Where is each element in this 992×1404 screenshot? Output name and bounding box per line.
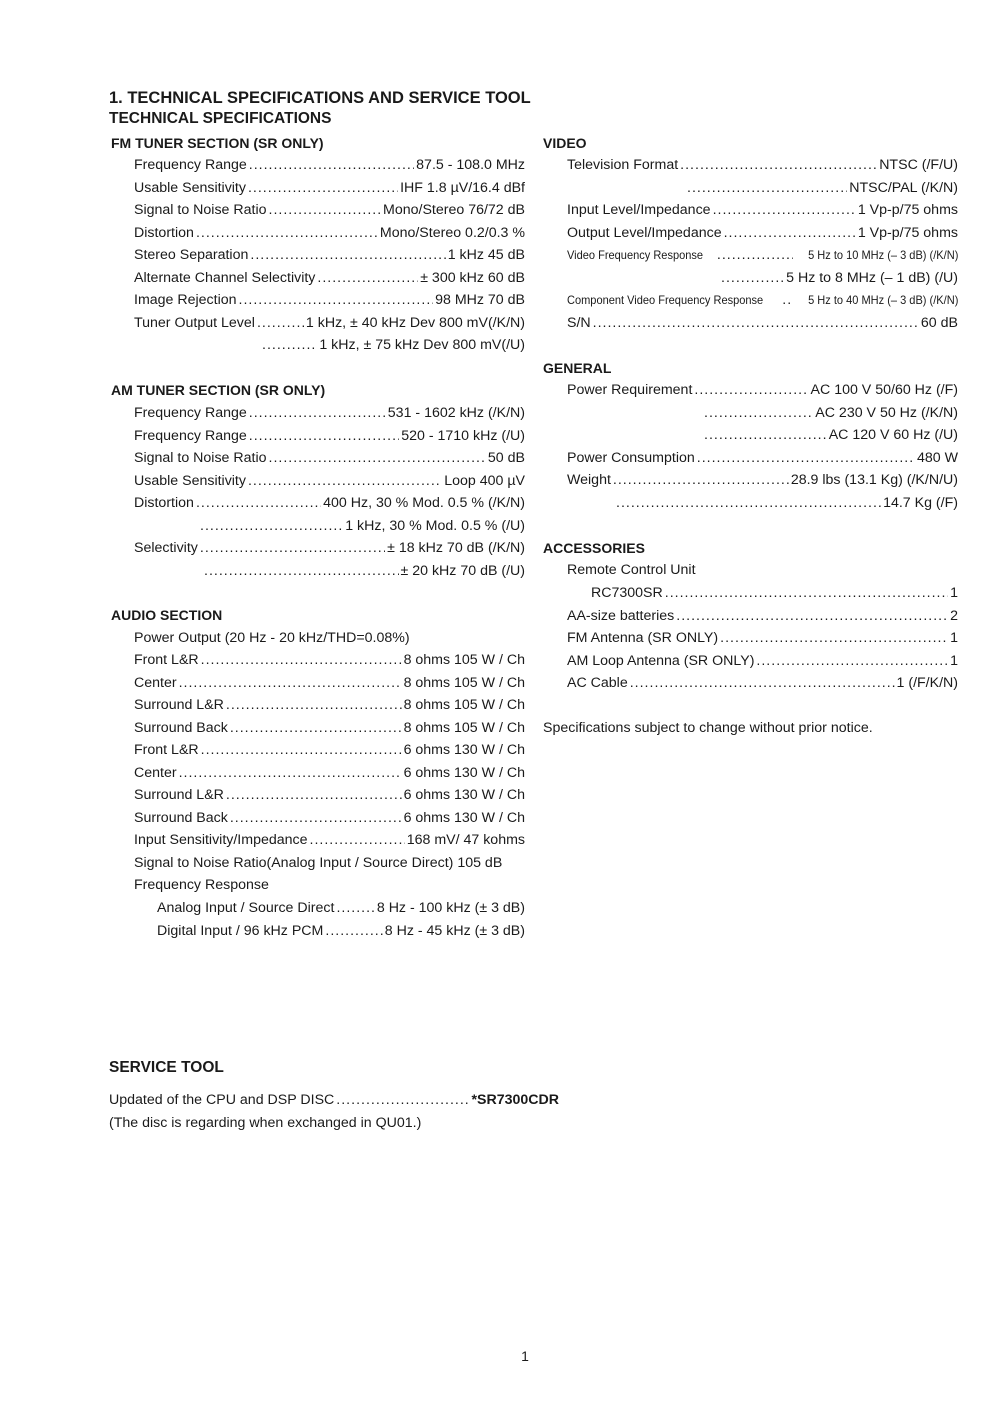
spec-label: Distortion [134, 224, 194, 241]
leader-dots [196, 222, 378, 244]
spec-row [134, 762, 525, 784]
spec-row [567, 244, 958, 266]
spec-label: Center [134, 674, 177, 691]
leader-dots [204, 560, 399, 582]
video-section-title: VIDEO [543, 135, 587, 151]
leader-dots [249, 425, 399, 447]
spec-value: ± 300 kHz 60 dB [420, 269, 525, 286]
spec-value: 60 dB [920, 314, 958, 331]
spec-label: Surround L&R [134, 697, 224, 713]
spec-row [567, 650, 958, 672]
leader-dots [230, 807, 402, 829]
leader-dots [317, 267, 418, 289]
spec-value: 531 - 1602 kHz (/K/N) [387, 405, 525, 421]
spec-value: 1 kHz 45 dB [447, 247, 525, 263]
spec-row [567, 199, 958, 221]
leader-dots [248, 470, 442, 492]
leader-dots [200, 537, 385, 559]
spec-value: 1 [950, 585, 958, 601]
leader-dots [336, 897, 374, 919]
spec-value: 6 ohms 130 W / Ch [403, 764, 525, 781]
spec-label: Power Consumption [567, 449, 695, 466]
spec-label: Tuner Output Level [134, 314, 255, 331]
leader-dots [179, 762, 402, 784]
leader-dots [720, 627, 948, 649]
spec-label: Output Level/Impedance [567, 224, 722, 241]
spec-row [134, 717, 525, 739]
leader-dots [680, 154, 877, 176]
spec-value: 1 kHz, ± 40 kHz Dev 800 mV(/K/N) [305, 314, 525, 331]
spec-label: Selectivity [134, 540, 198, 556]
leader-dots [201, 739, 402, 761]
spec-label: AC Cable [567, 675, 628, 691]
spec-value: 8 ohms 105 W / Ch [403, 652, 525, 668]
spec-value: 8 Hz - 100 kHz (± 3 dB) [376, 900, 525, 916]
spec-value: 5 Hz to 40 MHz (– 3 dB) (/K/N) [807, 293, 958, 307]
spec-row [134, 829, 525, 851]
spec-label: Signal to Noise Ratio [134, 450, 267, 466]
spec-value: ± 20 kHz 70 dB (/U) [400, 562, 525, 579]
spec-value: 28.9 lbs (13.1 Kg) (/K/N/U) [790, 472, 958, 488]
spec-row [567, 222, 958, 244]
spec-value: 6 ohms 130 W / Ch [403, 742, 525, 758]
spec-label: Front L&R [134, 652, 199, 668]
spec-row [567, 605, 958, 627]
leader-dots [249, 154, 414, 176]
service-tool-title: SERVICE TOOL [109, 1059, 224, 1076]
spec-label: Frequency Range [134, 405, 247, 421]
leader-dots [694, 379, 808, 401]
spec-value: 8 Hz - 45 kHz (± 3 dB) [384, 922, 525, 939]
spec-value: NTSC/PAL (/K/N) [849, 179, 958, 196]
page-title: 1. TECHNICAL SPECIFICATIONS AND SERVICE TOOL [109, 89, 531, 107]
spec-label: Frequency Range [134, 157, 247, 173]
spec-label: FM Antenna (SR ONLY) [567, 630, 719, 646]
spec-value: 8 ohms 105 W / Ch [403, 719, 525, 736]
spec-label: AM Loop Antenna (SR ONLY) [567, 652, 755, 669]
leader-dots [196, 492, 321, 514]
spec-row [202, 560, 525, 582]
snr-audio: Signal to Noise Ratio(Analog Input / Source Direct) 105 dB [134, 855, 503, 871]
leader-dots [724, 222, 856, 244]
spec-row [134, 447, 525, 469]
spec-row [702, 424, 958, 446]
spec-row [685, 177, 958, 199]
leader-dots [717, 244, 793, 266]
spec-label: Input Level/Impedance [567, 202, 711, 218]
spec-row [134, 177, 525, 199]
spec-value: AC 100 V 50/60 Hz (/F) [810, 382, 958, 398]
leader-dots [336, 1089, 469, 1111]
spec-row [134, 649, 525, 671]
leader-dots [593, 312, 919, 334]
spec-row [134, 672, 525, 694]
spec-label: S/N [567, 314, 591, 331]
spec-value: 5 Hz to 10 MHz (– 3 dB) (/K/N) [807, 248, 958, 262]
spec-row [567, 289, 958, 311]
spec-value: 1 Vp-p/75 ohms [857, 224, 958, 241]
spec-row [567, 312, 958, 334]
leader-dots [613, 469, 789, 491]
spec-label: Digital Input / 96 kHz PCM [157, 922, 324, 939]
leader-dots [239, 289, 434, 311]
leader-dots [257, 312, 304, 334]
leader-dots [248, 177, 398, 199]
spec-value: 98 MHz 70 dB [435, 292, 525, 308]
general-section-title: GENERAL [543, 360, 612, 376]
spec-row [567, 469, 958, 491]
spec-row [567, 672, 958, 694]
leader-dots [200, 515, 343, 537]
spec-label: Alternate Channel Selectivity [134, 269, 316, 286]
spec-value: Mono/Stereo 0.2/0.3 % [379, 224, 525, 241]
spec-row [134, 784, 525, 806]
spec-label: Surround Back [134, 719, 228, 736]
frequency-response-label: Frequency Response [134, 877, 269, 893]
spec-row [134, 154, 525, 176]
am-section-title: AM TUNER SECTION (SR ONLY) [111, 382, 326, 398]
power-output-label: Power Output (20 Hz - 20 kHz/THD=0.08%) [134, 630, 410, 646]
spec-value: 8 ohms 105 W / Ch [403, 674, 525, 691]
spec-value: 50 dB [487, 450, 525, 466]
spec-label: Surround Back [134, 809, 228, 826]
spec-value: 87.5 - 108.0 MHz [416, 157, 525, 173]
service-disc-label: Updated of the CPU and DSP DISC [109, 1092, 335, 1108]
spec-value: 8 ohms 105 W / Ch [403, 697, 525, 713]
spec-label: Power Requirement [567, 382, 693, 398]
spec-value: 480 W [916, 449, 958, 466]
spec-label: Input Sensitivity/Impedance [134, 832, 308, 848]
spec-row [134, 312, 525, 334]
notice-text: Specifications subject to change without prior notice. [543, 720, 873, 736]
spec-row [134, 537, 525, 559]
leader-dots [250, 244, 445, 266]
leader-dots [713, 199, 856, 221]
leader-dots [249, 402, 386, 424]
spec-value: 1 (/F/K/N) [896, 675, 958, 691]
service-note: (The disc is regarding when exchanged in QU01.) [109, 1115, 422, 1131]
spec-row [591, 582, 958, 604]
spec-value: 1 [950, 652, 958, 669]
spec-row [134, 267, 525, 289]
spec-label: Usable Sensitivity [134, 472, 246, 489]
leader-dots [756, 650, 948, 672]
spec-row [134, 289, 525, 311]
spec-label: RC7300SR [591, 585, 663, 601]
leader-dots [676, 605, 948, 627]
spec-label: Frequency Range [134, 427, 247, 444]
spec-label: Center [134, 764, 177, 781]
fm-section-title: FM TUNER SECTION (SR ONLY) [111, 135, 324, 151]
spec-row [157, 920, 525, 942]
leader-dots [665, 582, 948, 604]
spec-label: Video Frequency Response [567, 248, 704, 262]
spec-row [614, 492, 958, 514]
spec-label: Analog Input / Source Direct [157, 900, 335, 916]
spec-value: ± 18 kHz 70 dB (/K/N) [387, 540, 525, 556]
leader-dots [721, 267, 784, 289]
leader-dots [269, 447, 486, 469]
spec-row [134, 694, 525, 716]
leader-dots [704, 424, 827, 446]
spec-label: Surround L&R [134, 787, 224, 803]
spec-label: Component Video Frequency Response [567, 293, 764, 307]
spec-row [719, 267, 958, 289]
spec-row [567, 154, 958, 176]
spec-value: AC 120 V 60 Hz (/U) [828, 427, 958, 443]
spec-row [567, 379, 958, 401]
spec-row [134, 402, 525, 424]
spec-value: 1 kHz, ± 75 kHz Dev 800 mV(/U) [319, 337, 525, 353]
leader-dots [269, 199, 382, 221]
spec-row [134, 199, 525, 221]
leader-dots [230, 717, 402, 739]
spec-value: 6 ohms 130 W / Ch [403, 809, 525, 826]
spec-row [134, 492, 525, 514]
spec-value: Mono/Stereo 76/72 dB [383, 202, 525, 218]
spec-row [134, 470, 525, 492]
service-disc-row [109, 1089, 559, 1111]
leader-dots [630, 672, 895, 694]
spec-value: AC 230 V 50 Hz (/K/N) [815, 404, 958, 421]
spec-row [260, 334, 525, 356]
spec-label: Signal to Noise Ratio [134, 202, 267, 218]
leader-dots [226, 784, 402, 806]
spec-value: 5 Hz to 8 MHz (– 1 dB) (/U) [786, 269, 958, 286]
spec-value: 2 [950, 607, 958, 624]
remote-control-label: Remote Control Unit [567, 562, 696, 578]
spec-row [702, 402, 958, 424]
spec-label: Usable Sensitivity [134, 179, 246, 196]
spec-row [198, 515, 525, 537]
spec-value: IHF 1.8 µV/16.4 dBf [400, 179, 525, 196]
spec-row [157, 897, 525, 919]
spec-value: Loop 400 µV [444, 472, 525, 489]
spec-value: 14.7 Kg (/F) [883, 494, 958, 511]
leader-dots [704, 402, 813, 424]
spec-label: Distortion [134, 495, 194, 511]
page-number: 1 [521, 1348, 529, 1364]
spec-value: 1 Vp-p/75 ohms [857, 202, 958, 218]
accessories-section-title: ACCESSORIES [543, 540, 645, 556]
audio-section-title: AUDIO SECTION [111, 607, 223, 623]
leader-dots [310, 829, 405, 851]
spec-row [134, 739, 525, 761]
leader-dots [782, 289, 792, 311]
spec-row [134, 807, 525, 829]
spec-row [567, 447, 958, 469]
leader-dots [687, 177, 847, 199]
leader-dots [179, 672, 402, 694]
spec-value: 168 mV/ 47 kohms [406, 832, 525, 848]
spec-label: AA-size batteries [567, 607, 675, 624]
spec-value: NTSC (/F/U) [879, 157, 958, 173]
service-disc-value: *SR7300CDR [471, 1092, 559, 1108]
spec-label: Television Format [567, 157, 679, 173]
spec-value: 6 ohms 130 W / Ch [403, 787, 525, 803]
spec-row [134, 222, 525, 244]
spec-row [567, 627, 958, 649]
spec-value: 1 kHz, 30 % Mod. 0.5 % (/U) [345, 517, 525, 534]
spec-label: Stereo Separation [134, 247, 249, 263]
spec-value: 400 Hz, 30 % Mod. 0.5 % (/K/N) [323, 495, 525, 511]
leader-dots [201, 649, 402, 671]
spec-value: 520 - 1710 kHz (/U) [401, 427, 525, 444]
leader-dots [325, 920, 382, 942]
leader-dots [697, 447, 915, 469]
spec-row [134, 244, 525, 266]
spec-label: Weight [567, 472, 611, 488]
spec-row [134, 425, 525, 447]
subheading: TECHNICAL SPECIFICATIONS [109, 110, 332, 127]
leader-dots [262, 334, 317, 356]
leader-dots [616, 492, 881, 514]
spec-label: Image Rejection [134, 292, 237, 308]
leader-dots [226, 694, 402, 716]
spec-label: Front L&R [134, 742, 199, 758]
spec-value: 1 [950, 630, 958, 646]
